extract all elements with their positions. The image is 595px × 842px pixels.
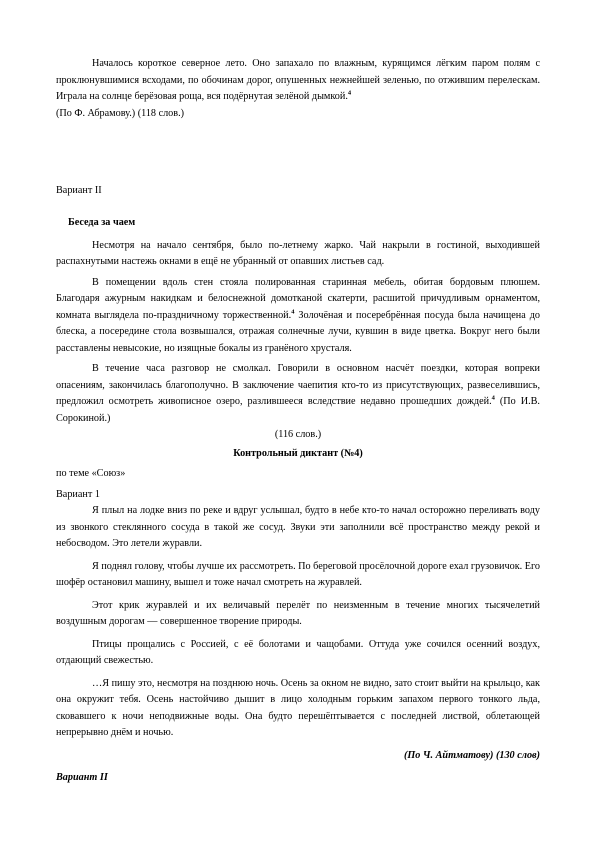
paragraph-3 [56, 361, 540, 427]
footnote-mark: 4 [491, 394, 495, 402]
dictation-source: (По Ч. Айтматову) (130 слов) [403, 749, 540, 761]
intro-paragraph [56, 56, 540, 106]
dictation-paragraphs [56, 503, 540, 742]
dictation-topic: по теме «Союз» [56, 468, 126, 480]
dictation-paragraph: Птицы прощались с Россией, с её болотами и чащобами. Оттуда уже сочился осенний воздух, отдающий свежестью. [56, 638, 540, 667]
section-title: Беседа за чаем [68, 217, 136, 228]
footnote-mark: 4 [347, 89, 352, 97]
dictation-paragraph: …Я пишу это, несмотря на позднюю ночь. Осень за окном не видно, зато стоит выйти на крыльцо, как она окружит тебя. Осень настойчиво дышит в лицо холодным горьким запахом первого тонкого льда, сковавшего к ночи неподвижные воды. Она будто перешёптывается с последней листвой, облетающей непрерывно днём и ночью. [56, 677, 540, 739]
intro-section [56, 56, 540, 122]
dictation-paragraph: Я плыл на лодке вниз по реке и вдруг услышал, будто в небе кто-то начал осторожно переливать воду из звонкого стеклянного сосуда в такой же сосуд. Звуки эти заполнили всё пространство между рекой и небосводом. Это летели журавли. [56, 505, 540, 550]
dictation-paragraph: Этот крик журавлей и их величавый перелёт по неизменным в течение многих тысячелетий воздушным дорогам — совершенное творение природы. [56, 599, 540, 628]
footer-variant-heading: Вариант II [56, 772, 108, 784]
tea-conversation-section [56, 215, 540, 787]
variant-2-section [56, 183, 540, 200]
dictation-paragraph: Я поднял голову, чтобы лучше их рассмотреть. По береговой просёлочной дороге ехал грузовичок. Его шофёр остановил машину, вышел и тоже начал смотреть на журавлей. [56, 560, 540, 589]
paragraph-3-text-a: В течение часа разговор не смолкал. Говорили в основном насчёт поездки, которая вопреки опасениям, закончилась благополучно. В заключение чаепития кто-то из присутствующих, развеселившись, предложил осмотреть живописное озеро, разлившееся вследствие недавно прошедших дождей. [56, 363, 540, 408]
paragraph-2-text-a: В помещении вдоль стен стояла полированная старинная мебель, обитая бордовым плюшем. Благодаря ажурным накидкам и белоснежной домотканой скатерти, расшитой причудливым орнаментом, комната выглядела по-праздничному торжественной. [56, 276, 540, 321]
paragraph-2 [56, 275, 540, 358]
intro-source: (По Ф. Абрамову.) (118 слов.) [56, 107, 185, 119]
paragraph-3-text-b: (По И.В. Сорокиной.) [56, 396, 540, 424]
dictation-title: Контрольный диктант (№4) [233, 447, 363, 459]
intro-text: Началось короткое северное лето. Оно запахало по влажным, курящимся лёгким паром полям с проклюнувшимися всходами, по обочинам дорог, опушенных нежнейшей зеленью, по отжившим перелескам. Играла на солнце берёзовая роща, вся подёрнутая зелёной дымкой. [56, 58, 540, 103]
footnote-mark: 4 [291, 308, 295, 316]
dictation-variant: Вариант 1 [56, 488, 100, 500]
word-count: (116 слов.) [274, 429, 322, 441]
paragraph-2-text-b: Золочёная и посеребрённая посуда была начищена до блеска, а посередине стола возвышался, отражая солнечные лучи, кувшин в виде цветка. Вокруг него были расставлены невысокие, но изящные бокалы из гранёного хрусталя. [56, 309, 540, 354]
variant-2-heading: Вариант II [56, 185, 102, 196]
paragraph-1: Несмотря на начало сентября, было по-летнему жарко. Чай накрыли в гостиной, выходившей распахнутыми настежь окнами в ещё не убранный от опавших листьев сад. [56, 239, 540, 268]
